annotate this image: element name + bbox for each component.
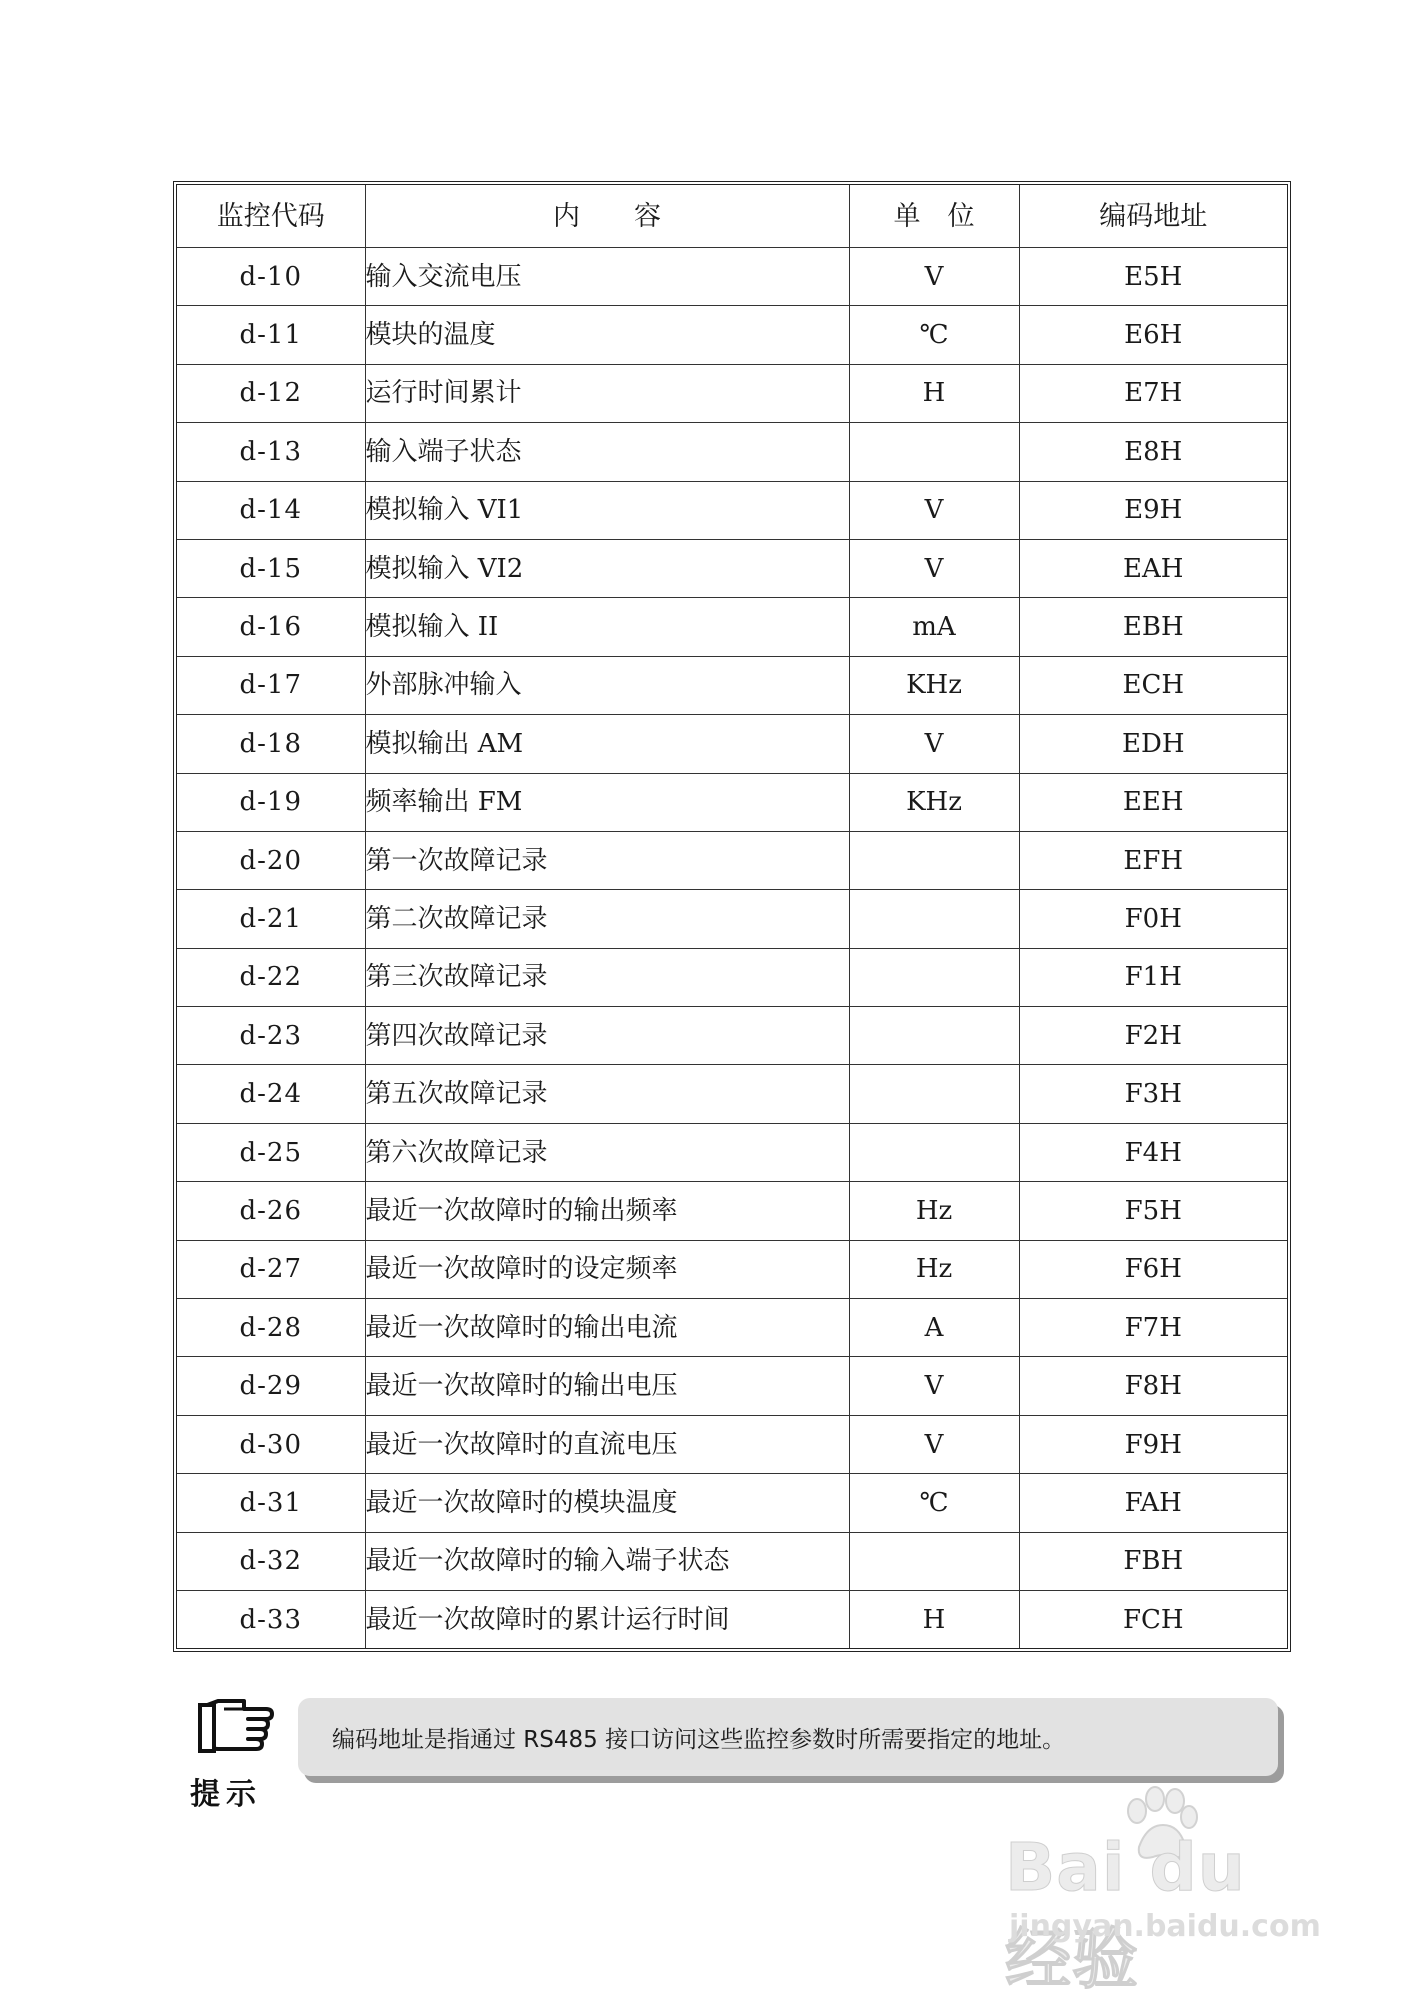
table-row	[177, 1532, 1287, 1590]
address-cell: EDH	[1019, 715, 1287, 773]
table-row	[177, 656, 1287, 714]
monitor-code-cell: d-32	[177, 1532, 365, 1590]
content-cell: 最近一次故障时的输出频率	[365, 1182, 849, 1240]
unit-cell	[849, 423, 1019, 481]
content-cell: 频率输出 FM	[365, 773, 849, 831]
unit-cell: ℃	[849, 1474, 1019, 1532]
content-cell: 模拟输出 AM	[365, 715, 849, 773]
content-cell: 模块的温度	[365, 306, 849, 364]
address-cell: EEH	[1019, 773, 1287, 831]
baidu-jingyan-watermark	[1005, 1785, 1335, 1998]
header-unit: 单 位	[849, 185, 1019, 248]
unit-cell	[849, 1065, 1019, 1123]
hint-marker	[188, 1693, 288, 1811]
unit-cell	[849, 1532, 1019, 1590]
unit-cell	[849, 831, 1019, 889]
unit-cell: H	[849, 364, 1019, 422]
monitor-code-cell: d-10	[177, 248, 365, 306]
table-row	[177, 1007, 1287, 1065]
table-row	[177, 539, 1287, 597]
table-row	[177, 1357, 1287, 1415]
monitor-code-cell: d-24	[177, 1065, 365, 1123]
address-cell: F5H	[1019, 1182, 1287, 1240]
monitor-code-cell: d-20	[177, 831, 365, 889]
table-row	[177, 598, 1287, 656]
table-row	[177, 890, 1287, 948]
address-cell: E9H	[1019, 481, 1287, 539]
watermark-logo: Bai du 经验	[1005, 1829, 1246, 1998]
watermark-url: jingyan.baidu.com	[1009, 1909, 1321, 1944]
content-cell: 最近一次故障时的输出电流	[365, 1299, 849, 1357]
unit-cell: A	[849, 1299, 1019, 1357]
address-cell: F3H	[1019, 1065, 1287, 1123]
table-row	[177, 364, 1287, 422]
content-cell: 第一次故障记录	[365, 831, 849, 889]
table-body	[177, 248, 1287, 1649]
content-cell: 第五次故障记录	[365, 1065, 849, 1123]
address-cell: E5H	[1019, 248, 1287, 306]
header-content: 内 容	[365, 185, 849, 248]
monitor-code-cell: d-27	[177, 1240, 365, 1298]
address-cell: F4H	[1019, 1123, 1287, 1181]
address-cell: F6H	[1019, 1240, 1287, 1298]
table-row	[177, 481, 1287, 539]
table-row	[177, 948, 1287, 1006]
content-cell: 外部脉冲输入	[365, 656, 849, 714]
monitor-code-cell: d-15	[177, 539, 365, 597]
content-cell: 第六次故障记录	[365, 1123, 849, 1181]
unit-cell	[849, 890, 1019, 948]
content-cell: 第四次故障记录	[365, 1007, 849, 1065]
monitor-code-cell: d-16	[177, 598, 365, 656]
address-cell: F1H	[1019, 948, 1287, 1006]
address-cell: FAH	[1019, 1474, 1287, 1532]
content-cell: 模拟输入 II	[365, 598, 849, 656]
content-cell: 第三次故障记录	[365, 948, 849, 1006]
content-cell: 最近一次故障时的模块温度	[365, 1474, 849, 1532]
address-cell: FBH	[1019, 1532, 1287, 1590]
monitor-code-cell: d-19	[177, 773, 365, 831]
content-cell: 最近一次故障时的直流电压	[365, 1415, 849, 1473]
monitor-code-cell: d-31	[177, 1474, 365, 1532]
monitor-code-cell: d-25	[177, 1123, 365, 1181]
content-cell: 模拟输入 VI1	[365, 481, 849, 539]
table-row	[177, 1299, 1287, 1357]
monitor-parameter-table-frame	[173, 181, 1291, 1652]
address-cell: FCH	[1019, 1590, 1287, 1648]
table-row	[177, 1182, 1287, 1240]
address-cell: EBH	[1019, 598, 1287, 656]
hint-note	[298, 1698, 1278, 1776]
unit-cell: KHz	[849, 773, 1019, 831]
monitor-code-cell: d-12	[177, 364, 365, 422]
unit-cell: V	[849, 1357, 1019, 1415]
unit-cell: V	[849, 481, 1019, 539]
content-cell: 最近一次故障时的输出电压	[365, 1357, 849, 1415]
table-row	[177, 1415, 1287, 1473]
monitor-code-cell: d-28	[177, 1299, 365, 1357]
address-cell: F7H	[1019, 1299, 1287, 1357]
table-row	[177, 1474, 1287, 1532]
address-cell: E7H	[1019, 364, 1287, 422]
table-row	[177, 831, 1287, 889]
content-cell: 运行时间累计	[365, 364, 849, 422]
table-row	[177, 773, 1287, 831]
address-cell: F8H	[1019, 1357, 1287, 1415]
content-cell: 最近一次故障时的设定频率	[365, 1240, 849, 1298]
header-monitor-code: 监控代码	[177, 185, 365, 248]
monitor-code-cell: d-29	[177, 1357, 365, 1415]
unit-cell: Hz	[849, 1240, 1019, 1298]
content-cell: 输入交流电压	[365, 248, 849, 306]
monitor-parameter-table	[177, 185, 1287, 1648]
content-cell: 最近一次故障时的输入端子状态	[365, 1532, 849, 1590]
address-cell: F0H	[1019, 890, 1287, 948]
unit-cell: Hz	[849, 1182, 1019, 1240]
monitor-code-cell: d-18	[177, 715, 365, 773]
address-cell: F9H	[1019, 1415, 1287, 1473]
table-row	[177, 248, 1287, 306]
table-row	[177, 1240, 1287, 1298]
monitor-code-cell: d-26	[177, 1182, 365, 1240]
address-cell: ECH	[1019, 656, 1287, 714]
hint-note-text: 编码地址是指通过 RS485 接口访问这些监控参数时所需要指定的地址。	[332, 1726, 1066, 1753]
table-row	[177, 306, 1287, 364]
unit-cell: H	[849, 1590, 1019, 1648]
content-cell: 模拟输入 VI2	[365, 539, 849, 597]
monitor-code-cell: d-33	[177, 1590, 365, 1648]
table-header-row	[177, 185, 1287, 248]
unit-cell	[849, 1007, 1019, 1065]
table-row	[177, 715, 1287, 773]
content-cell: 第二次故障记录	[365, 890, 849, 948]
table-row	[177, 423, 1287, 481]
unit-cell: ℃	[849, 306, 1019, 364]
unit-cell	[849, 1123, 1019, 1181]
pointing-hand-icon	[196, 1697, 274, 1761]
monitor-code-cell: d-23	[177, 1007, 365, 1065]
content-cell: 最近一次故障时的累计运行时间	[365, 1590, 849, 1648]
table-row	[177, 1123, 1287, 1181]
address-cell: EFH	[1019, 831, 1287, 889]
monitor-code-cell: d-13	[177, 423, 365, 481]
monitor-code-cell: d-21	[177, 890, 365, 948]
unit-cell: KHz	[849, 656, 1019, 714]
monitor-code-cell: d-30	[177, 1415, 365, 1473]
unit-cell: V	[849, 539, 1019, 597]
unit-cell: V	[849, 1415, 1019, 1473]
monitor-code-cell: d-14	[177, 481, 365, 539]
header-address: 编码地址	[1019, 185, 1287, 248]
address-cell: F2H	[1019, 1007, 1287, 1065]
unit-cell: V	[849, 248, 1019, 306]
hint-label: 提示	[190, 1777, 262, 1812]
monitor-code-cell: d-22	[177, 948, 365, 1006]
monitor-code-cell: d-11	[177, 306, 365, 364]
content-cell: 输入端子状态	[365, 423, 849, 481]
unit-cell: mA	[849, 598, 1019, 656]
unit-cell: V	[849, 715, 1019, 773]
table-row	[177, 1590, 1287, 1648]
table-row	[177, 1065, 1287, 1123]
address-cell: E6H	[1019, 306, 1287, 364]
address-cell: EAH	[1019, 539, 1287, 597]
monitor-code-cell: d-17	[177, 656, 365, 714]
address-cell: E8H	[1019, 423, 1287, 481]
unit-cell	[849, 948, 1019, 1006]
